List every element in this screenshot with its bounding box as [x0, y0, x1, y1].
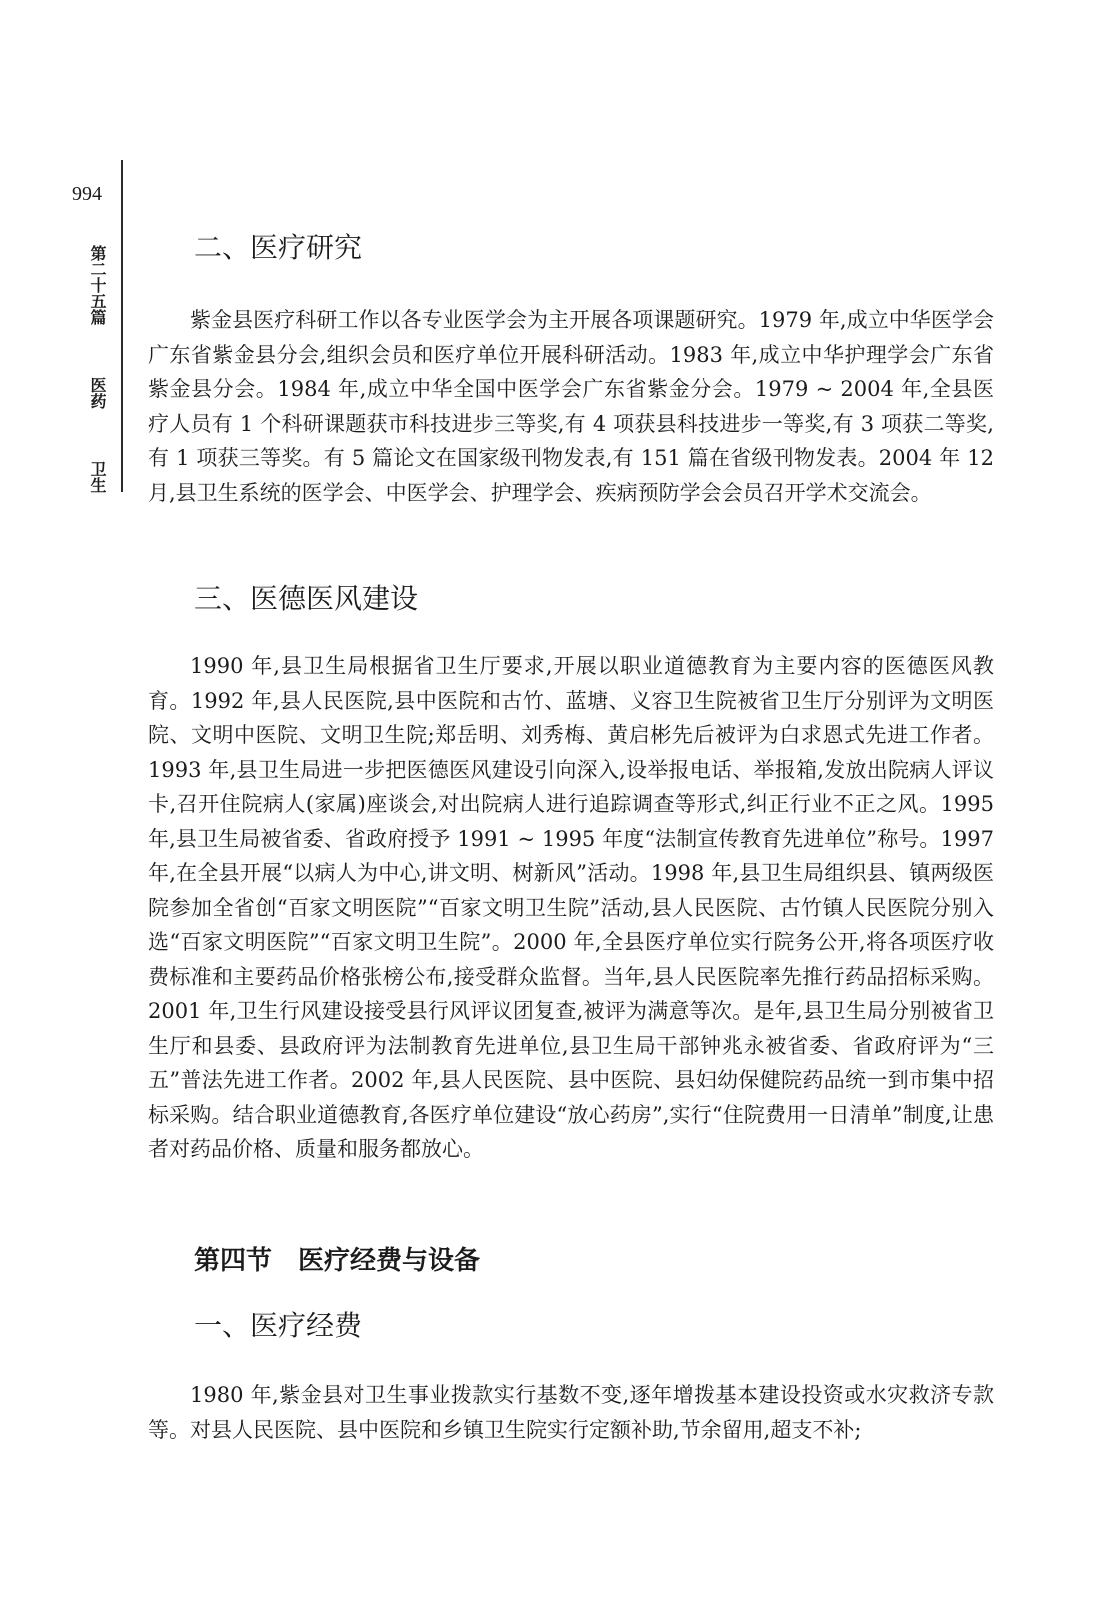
heading-medical-ethics: 三、医德医风建设	[194, 582, 419, 615]
paragraph-medical-ethics: 1990 年,县卫生局根据省卫生厅要求,开展以职业道德教育为主要内容的医德医风教育。1992 年,县人民医院,县中医院和古竹、蓝塘、义容卫生院被省卫生厅分别评为文明医院、文明中医院、文明卫生院;郑岳明、刘秀梅、黄启彬先后被评为白求恩式先进工作者。1993 年,县卫生局进一步把医德医风建设引向深入,设举报电话、举报箱,发放出院病人评议卡,召开住院病人(家属)座谈会,对出院病人进行追踪调查等形式,纠正行业不正之风。1995 年,县卫生局被省委、省政府授予 1991 ~ 1995 年度“法制宣传教育先进单位”称号。1997 年,在全县开展“以病人为中心,讲文明、树新风”活动。1998 年,县卫生局组织县、镇两级医院参加全省创“百家文明医院”“百家文明卫生院”活动,县人民医院、古竹镇人民医院分别入选“百家文明医院”“百家文明卫生院”。2000 年,全县医疗单位实行院务公开,将各项医疗收费标准和主要药品价格张榜公布,接受群众监督。当年,县人民医院率先推行药品招标采购。2001 年,卫生行风建设接受县行风评议团复查,被评为满意等次。是年,县卫生局分别被省卫生厅和县委、县政府评为法制教育先进单位,县卫生局干部钟兆永被省委、省政府评为“三五”普法先进工作者。2002 年,县人民医院、县中医院、县妇幼保健院药品统一到市集中招标采购。结合职业道德教育,各医疗单位建设“放心药房”,实行“住院费用一日清单”制度,让患者对药品价格、质量和服务都放心。	[148, 654, 994, 1161]
paragraph-medical-research: 紫金县医疗科研工作以各专业医学会为主开展各项课题研究。1979 年,成立中华医学会广东省紫金县分会,组织会员和医疗单位开展科研活动。1983 年,成立中华护理学会广东省紫金县分会。1984 年,成立中华全国中医学会广东省紫金分会。1979 ~ 2004 年,全县医疗人员有 1 个科研课题获市科技进步三等奖,有 4 项获县科技进步一等奖,有 3 项获二等奖,有 1 项获三等奖。有 5 篇论文在国家级刊物发表,有 151 篇在省级刊物发表。2004 年 12 月,县卫生系统的医学会、中医学会、护理学会、疾病预防学会会员召开学术交流会。	[148, 308, 994, 505]
chapter-title-part: 卫生	[88, 461, 107, 493]
heading-medical-funding: 一、医疗经费	[194, 1309, 363, 1342]
heading-medical-research: 二、医疗研究	[194, 231, 363, 264]
section-name: 医疗经费与设备	[298, 1246, 481, 1276]
chapter-title-part: 第二十五篇	[88, 245, 107, 325]
page-number: 994	[72, 183, 102, 205]
running-chapter-title	[80, 245, 106, 493]
margin-divider	[121, 160, 123, 492]
section-title	[194, 1240, 480, 1277]
paragraph-medical-funding: 1980 年,紫金县对卫生事业拨款实行基数不变,逐年增拨基本建设投资或水灾救济专款等。对县人民医院、县中医院和乡镇卫生院实行定额补助,节余留用,超支不补;	[148, 1383, 994, 1442]
main-content	[148, 220, 994, 1520]
chapter-title-part: 医药	[88, 377, 107, 409]
section-number: 第四节	[194, 1246, 273, 1276]
